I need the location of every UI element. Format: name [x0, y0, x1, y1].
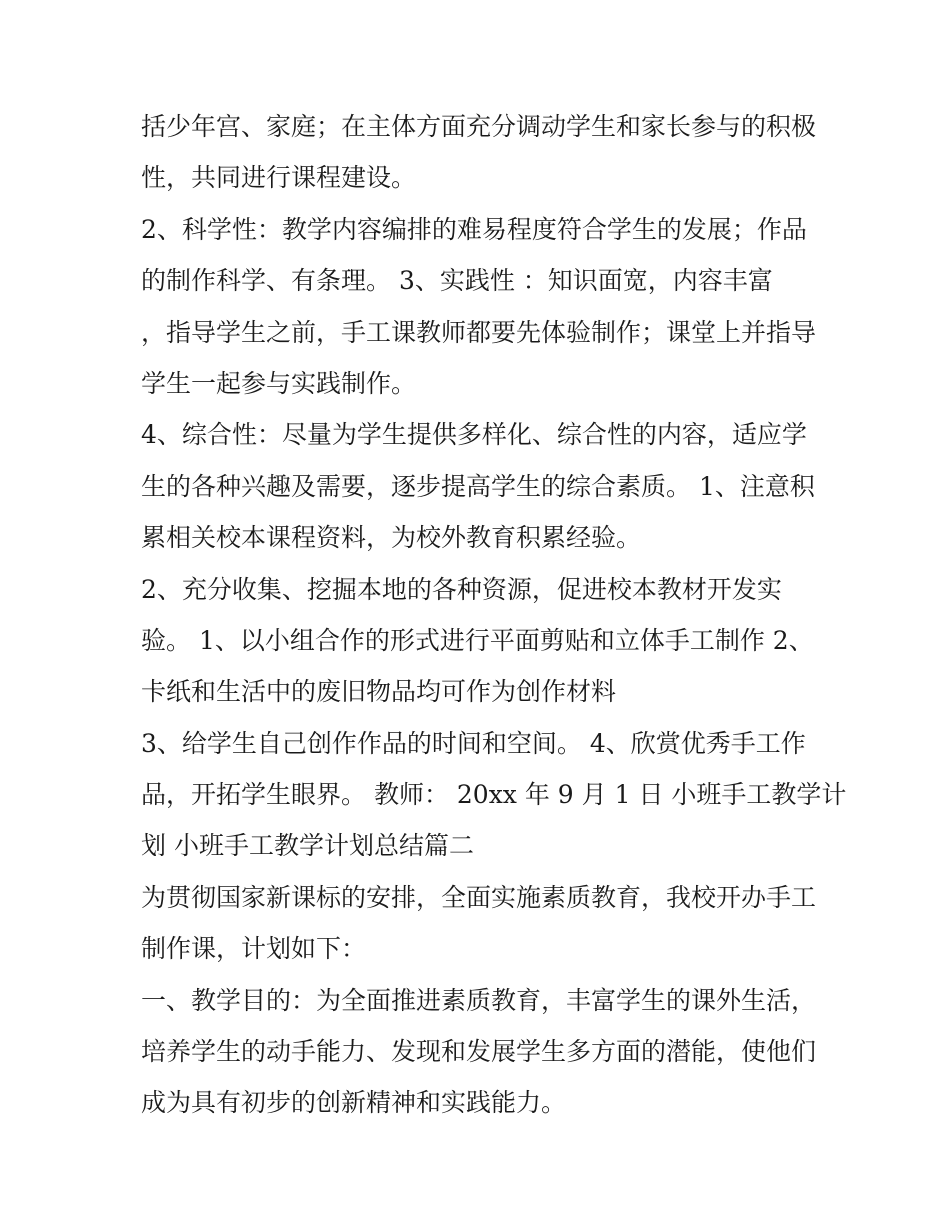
text-line: 验。 1、以小组合作的形式进行平面剪贴和立体手工制作 2、	[141, 625, 814, 655]
text-line: 的制作科学、有条理。 3、实践性 ：知识面宽，内容丰富	[141, 266, 773, 296]
text-line: 成为具有初步的创新精神和实践能力。	[141, 1088, 567, 1118]
text-line: 为贯彻国家新课标的安排，全面实施素质教育，我校开办手工	[141, 882, 817, 912]
text-line: 3、给学生自己创作作品的时间和空间。 4、欣赏优秀手工作	[141, 728, 806, 758]
text-line: 2、科学性：教学内容编排的难易程度符合学生的发展；作品	[141, 214, 807, 244]
text-line: 一、教学目的：为全面推进素质教育，丰富学生的课外生活，	[141, 985, 817, 1015]
text-line: 性，共同进行课程建设。	[141, 163, 417, 193]
text-line: 累相关校本课程资料，为校外教育积累经验。	[141, 523, 642, 553]
text-line: 生的各种兴趣及需要，逐步提高学生的综合素质。 1、注意积	[141, 471, 815, 501]
text-line: 括少年宫、家庭；在主体方面充分调动学生和家长参与的积极	[141, 112, 817, 141]
text-line: 培养学生的动手能力、发现和发展学生多方面的潜能，使他们	[141, 1037, 817, 1067]
text-line: ，指导学生之前，手工课教师都要先体验制作；课堂上并指导	[141, 317, 817, 347]
text-line: 制作课，计划如下：	[141, 934, 367, 964]
text-line: 卡纸和生活中的废旧物品均可作为创作材料	[141, 677, 617, 707]
text-line: 划 小班手工教学计划总结篇二	[141, 831, 474, 861]
text-line: 学生一起参与实践制作。	[141, 368, 417, 398]
text-line: 2、充分收集、挖掘本地的各种资源，促进校本教材开发实	[141, 574, 782, 604]
text-line: 4、综合性：尽量为学生提供多样化、综合性的内容，适应学	[141, 420, 807, 450]
document-body	[141, 101, 847, 1129]
text-line: 品，开拓学生眼界。 教师： 20xx 年 9 月 1 日 小班手工教学计	[141, 780, 847, 810]
